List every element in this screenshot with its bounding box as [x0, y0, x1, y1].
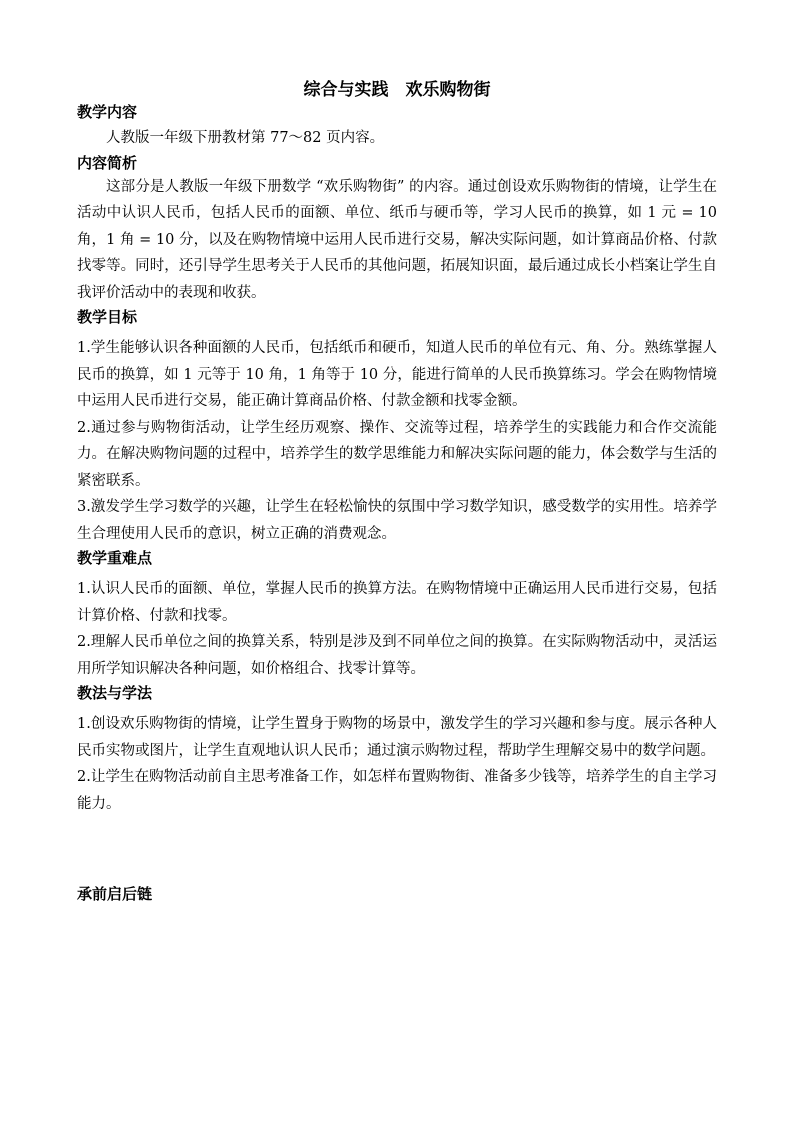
document-body: [77, 101, 717, 905]
content-summary-text: 这部分是人教版一年级下册数学 “欢乐购物街” 的内容。通过创设欢乐购物街的情境，让学生在活动中认识人民币，包括人民币的面额、单位、纸币与硬币等，学习人民币的换算，如 1 元 = 10 角，1 角 = 10 分，以及在购物情境中运用人民币进行交易，解决实际问题，如计算商品价格、付款找零等。同时，还引导学生思考关于人民币的其他问题，拓展知识面，最后通过成长小档案让学生自我评价活动中的表现和收获。: [77, 178, 717, 301]
section-heading-key-difficult-points: 教学重难点: [77, 549, 153, 567]
section-heading-link-chain: 承前启后链: [77, 885, 153, 903]
section-heading-teaching-goals: 教学目标: [77, 308, 138, 326]
document-title: 综合与实践 欢乐购物街: [303, 80, 491, 100]
teaching-goal-item: 2.通过参与购物街活动，让学生经历观察、操作、交流等过程，培养学生的实践能力和合作交流能力。在解决购物问题的过程中，培养学生的数学思维能力和解决实际问题的能力，体会数学与生活的紧密联系。: [77, 419, 717, 489]
key-points-list: [77, 576, 717, 682]
key-point-item: 2.理解人民币单位之间的换算关系，特别是涉及到不同单位之间的换算。在实际购物活动中，灵活运用所学知识解决各种问题，如价格组合、找零计算等。: [77, 634, 717, 677]
teaching-goal-item: 3.激发学生学习数学的兴趣，让学生在轻松愉快的氛围中学习数学知识，感受数学的实用性。培养学生合理使用人民币的意识，树立正确的消费观念。: [77, 499, 717, 542]
blank-space: [77, 817, 717, 883]
key-point-item: 1.认识人民币的面额、单位，掌握人民币的换算方法。在购物情境中正确运用人民币进行交易，包括计算价格、付款和找零。: [77, 581, 717, 624]
teaching-goals-list: [77, 335, 717, 547]
teaching-goal-item: 1.学生能够认识各种面额的人民币，包括纸币和硬币，知道人民币的单位有元、角、分。熟练掌握人民币的换算，如 1 元等于 10 角，1 角等于 10 分，能进行简单的人民币换算练习。学会在购物情境中运用人民币进行交易，能正确计算商品价格、付款金额和找零金额。: [77, 340, 717, 409]
method-item: 1.创设欢乐购物街的情境，让学生置身于购物的场景中，激发学生的学习兴趣和参与度。展示各种人民币实物或图片，让学生直观地认识人民币；通过演示购物过程，帮助学生理解交易中的数学问题。: [77, 716, 717, 759]
section-heading-content-summary: 内容简析: [77, 153, 138, 172]
method-item: 2.让学生在购物活动前自主思考准备工作，如怎样布置购物街、准备多少钱等，培养学生的自主学习能力。: [77, 769, 717, 812]
teaching-content-text: 人教版一年级下册教材第 77～82 页内容。: [106, 130, 385, 146]
section-heading-methods: 教法与学法: [77, 684, 153, 702]
section-heading-teaching-content: 教学内容: [77, 103, 138, 121]
methods-list: [77, 711, 717, 817]
